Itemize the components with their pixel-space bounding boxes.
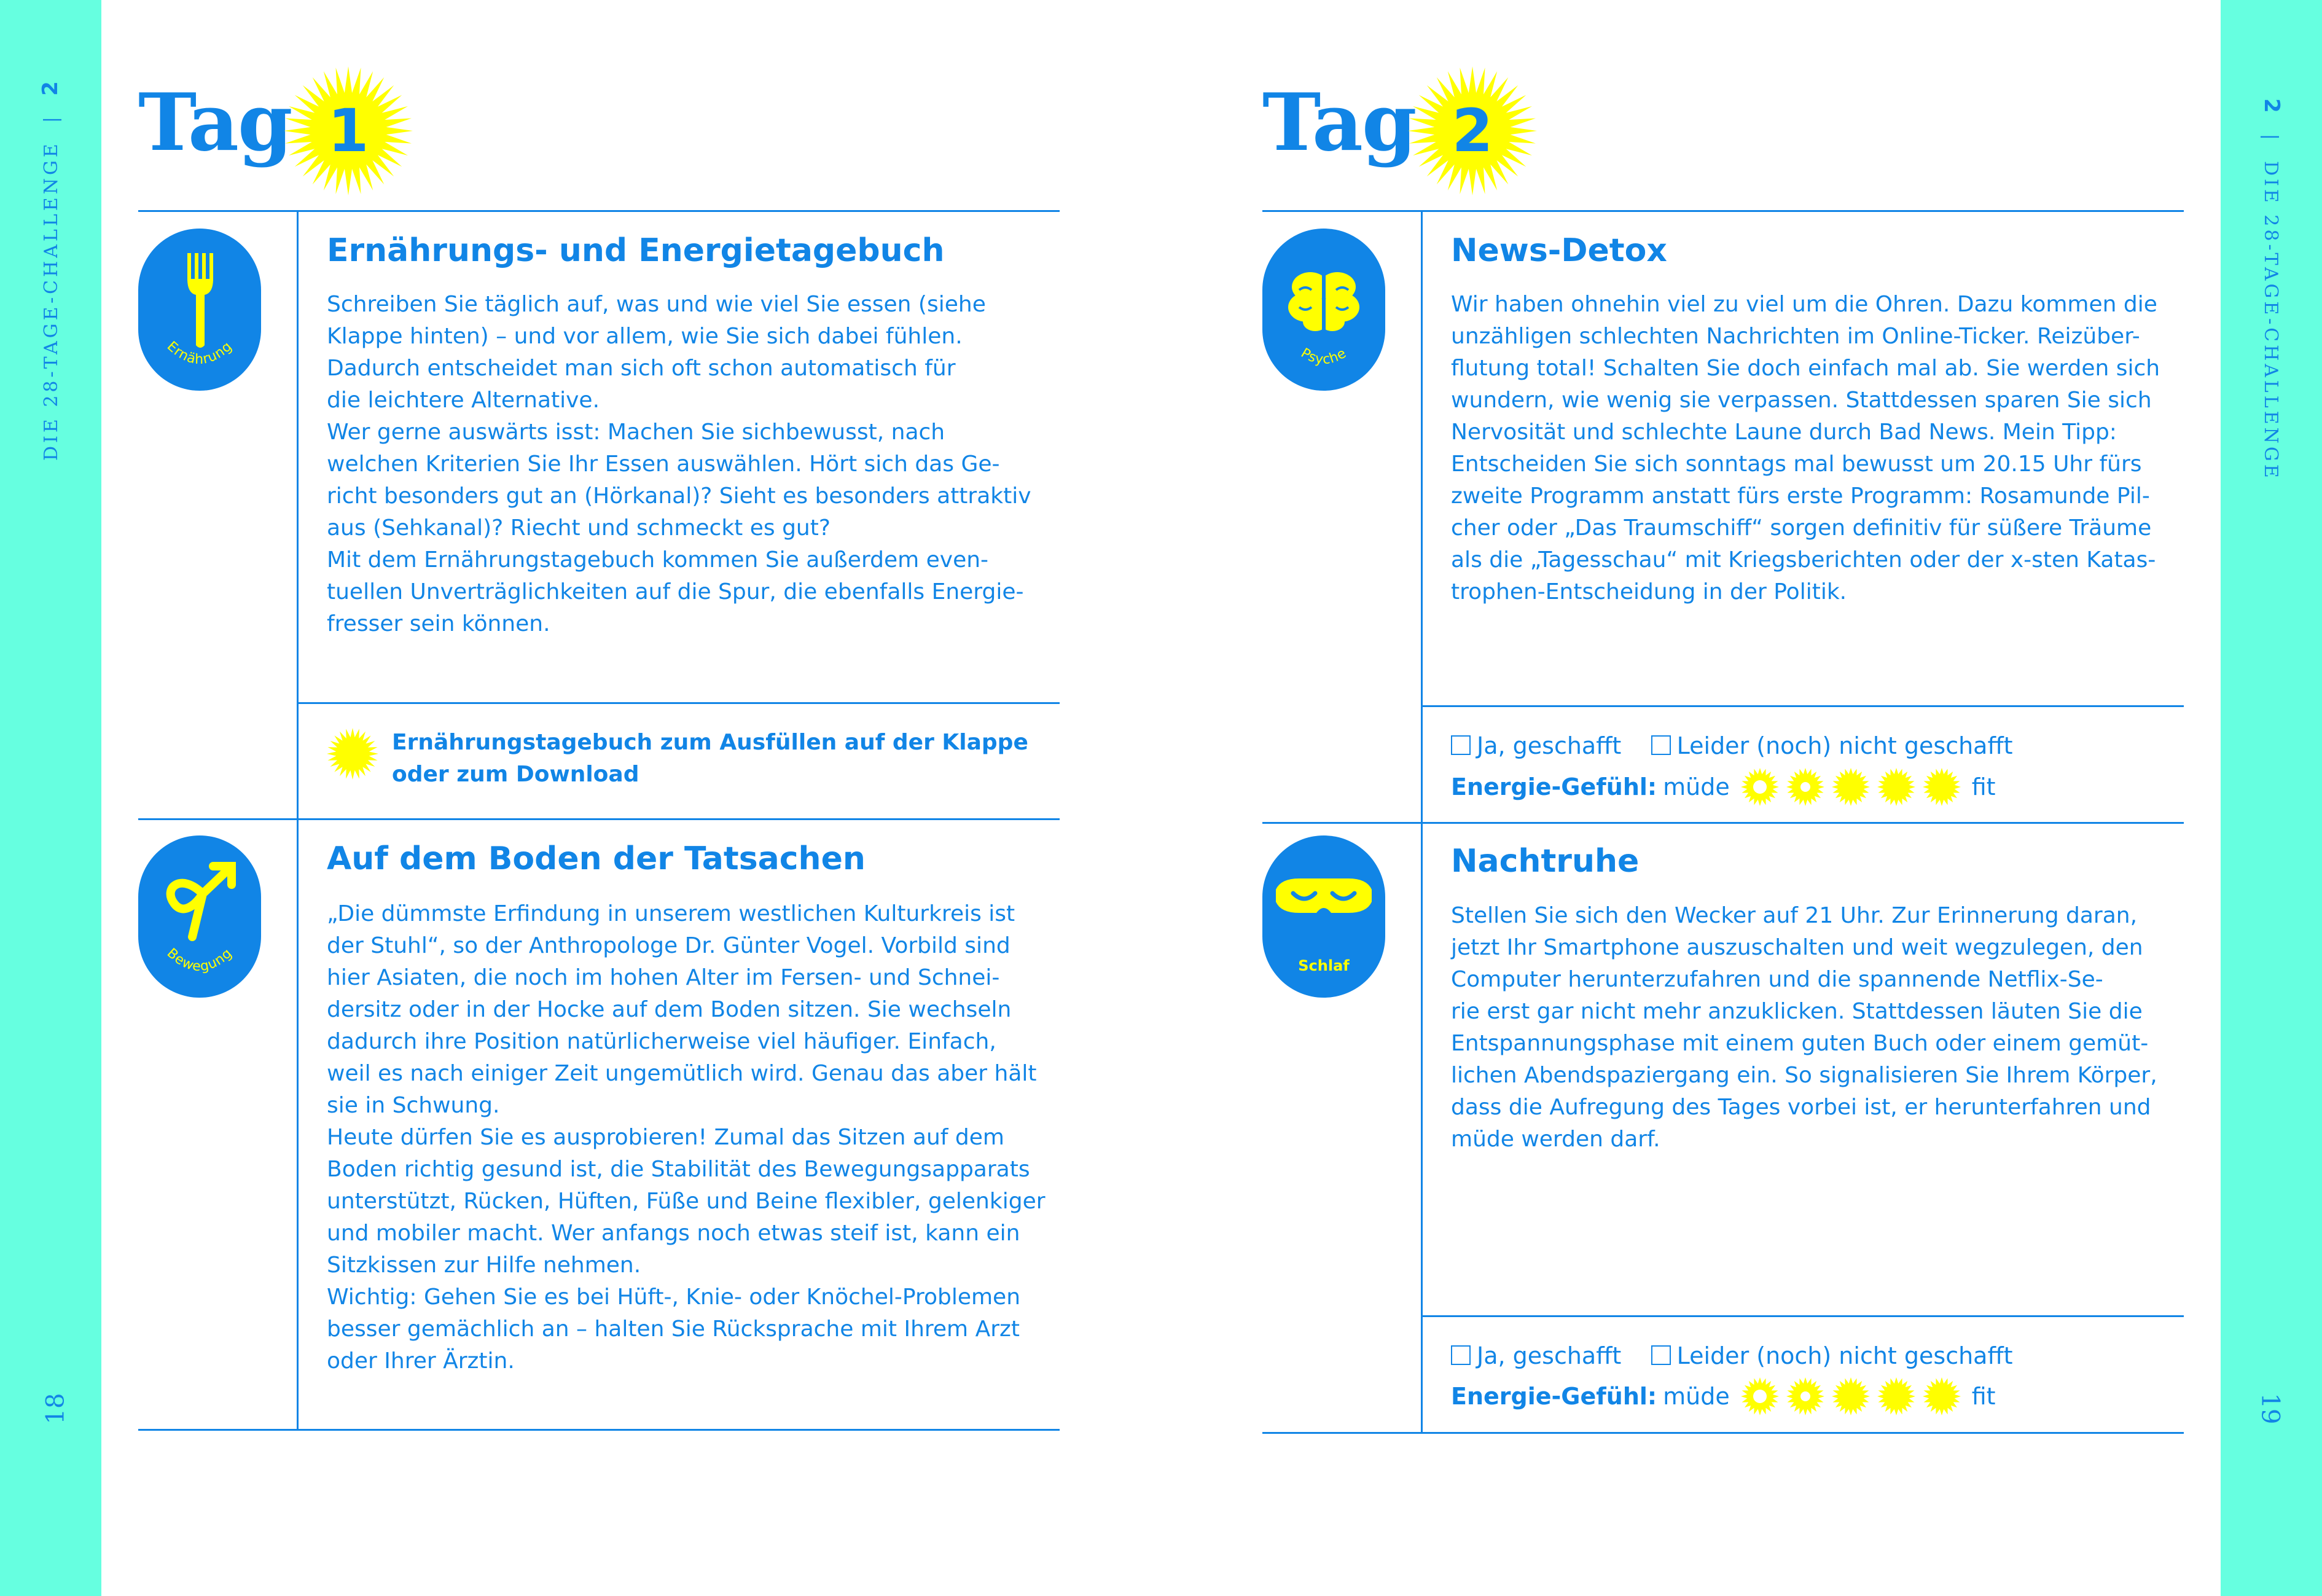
svg-text:Psyche <box>1298 345 1349 367</box>
svg-text:Bewegung <box>164 945 235 974</box>
male-symbol-icon <box>171 866 232 937</box>
category-badge-bewegung <box>138 835 261 998</box>
badge-label: Psyche <box>1298 345 1350 368</box>
section-title: Auf dem Boden der Tatsachen <box>327 840 866 877</box>
divider <box>1262 822 2184 824</box>
running-header-left: DIE 28-TAGE-CHALLENGE | 2 <box>38 78 63 461</box>
energy-high-label: fit <box>1971 1383 1996 1410</box>
badge-label: Schlaf <box>1298 957 1350 974</box>
completion-checks: Ja, geschafft Leider (noch) nicht geschafft <box>1451 1342 2013 1369</box>
energy-sun-5-icon[interactable] <box>1923 1377 1961 1415</box>
day2-heading: Tag <box>1262 77 1416 169</box>
divider <box>1262 1432 2184 1434</box>
fork-icon <box>187 253 213 348</box>
day1-heading: Tag <box>138 77 292 169</box>
checkbox-done[interactable] <box>1451 1345 1471 1365</box>
sun-bullet-icon <box>327 728 378 780</box>
energy-high-label: fit <box>1971 773 1996 800</box>
energy-sun-1-icon[interactable] <box>1741 768 1779 806</box>
divider <box>297 702 1060 704</box>
energy-sun-3-icon[interactable] <box>1832 1377 1870 1415</box>
running-header-right: 2 | DIE 28-TAGE-CHALLENGE <box>2259 98 2284 481</box>
energy-sun-3-icon[interactable] <box>1832 768 1870 806</box>
energy-low-label: müde <box>1663 1383 1730 1410</box>
day2-number: 2 <box>1452 96 1493 165</box>
section-title: News-Detox <box>1451 232 1667 269</box>
divider <box>138 210 1060 212</box>
section-body: Schreiben Sie täglich auf, was und wie viel Sie essen (siehe Klappe hinten) – und vor allem, wie Sie sich dabei fühlen. Dadurch entscheidet man sich oft schon automatisch für die leichtere Alternative. Wer gerne auswärts isst: Machen Sie sichbewusst, nach welchen Kriterien Sie Ihr Essen auswählen. Hört sich das Ge- richt besonders gut an (Hörkanal)? Sieht es besonders attraktiv aus (Sehkanal)? Riecht und schmeckt es gut? Mit dem Ernährungstagebuch kommen Sie außerdem even- tuellen Unverträglichkeiten auf die Spur, die ebenfalls Energie- fresser sein können. <box>327 292 1031 636</box>
download-note: Ernährungstagebuch zum Ausfüllen auf der Klappe oder zum Download <box>392 730 1028 787</box>
energy-low-label: müde <box>1663 773 1730 800</box>
brain-icon <box>1288 272 1359 334</box>
energy-label: Energie-Gefühl: <box>1451 1383 1657 1410</box>
category-badge-ernaehrung <box>138 229 261 391</box>
day1-number: 1 <box>327 96 369 165</box>
badge-label: Ernährung <box>163 338 236 368</box>
energy-sun-4-icon[interactable] <box>1877 1377 1915 1415</box>
checkbox-done[interactable] <box>1451 735 1471 755</box>
divider <box>138 1429 1060 1431</box>
category-badge-psyche <box>1262 229 1385 391</box>
divider <box>138 818 1060 820</box>
divider <box>1262 210 2184 212</box>
checkbox-not-done[interactable] <box>1651 1345 1671 1365</box>
page-number-right: 19 <box>2256 1393 2285 1425</box>
energy-sun-1-icon[interactable] <box>1741 1377 1779 1415</box>
energy-rating <box>1451 768 1996 806</box>
section-body: Stellen Sie sich den Wecker auf 21 Uhr. Zur Erinnerung daran, jetzt Ihr Smartphone auszuschalten und weit wegzulegen, den Computer herunterzufahren und die spannende Netflix-Se- rie erst gar nicht mehr anzuklicken. Stattdessen läuten Sie die Entspannungsphase mit einem guten Buch oder einem gemüt- lichen Abendspaziergang ein. So signalisieren Sie Ihrem Körper, dass die Aufregung des Tages vorbei ist, er herunterfahren und müde werden darf. <box>1451 903 2157 1152</box>
energy-sun-5-icon[interactable] <box>1923 768 1961 806</box>
badge-label: Bewegung <box>163 945 236 975</box>
energy-sun-2-icon[interactable] <box>1786 768 1824 806</box>
section-title: Nachtruhe <box>1451 843 1640 880</box>
energy-rating <box>1451 1377 1996 1415</box>
page-number-left: 18 <box>41 1393 70 1425</box>
column-divider <box>297 210 299 1431</box>
category-badge-schlaf <box>1262 835 1385 998</box>
completion-checks: Ja, geschafft Leider (noch) nicht geschafft <box>1451 732 2013 759</box>
section-title: Ernährungs- und Energietagebuch <box>327 232 945 269</box>
divider <box>1421 1315 2184 1317</box>
energy-sun-2-icon[interactable] <box>1786 1377 1824 1415</box>
section-body: „Die dümmste Erfindung in unserem westlichen Kulturkreis ist der Stuhl“, so der Anthropologe Dr. Günter Vogel. Vorbild sind hier Asiaten, die noch im hohen Alter im Fersen- und Schnei- dersitz oder in der Hocke auf dem Boden sitzen. Sie wechseln dadurch ihre Position natürlicherweise viel häufiger. Einfach, weil es nach einiger Zeit ungemütlich wird. Genau das aber hält sie in Schwung. Heute dürfen Sie es ausprobieren! Zumal das Sitzen auf dem Boden richtig gesund ist, die Stabilität des Bewegungsapparats unterstützt, Rücken, Hüften, Füße und Beine flexibler, gelenkiger und mobiler macht. Wer anfangs noch etwas steif ist, kann ein Sitzkissen zur Hilfe nehmen. Wichtig: Gehen Sie es bei Hüft-, Knie- oder Knöchel-Problemen besser gemächlich an – halten Sie Rücksprache mit Ihrem Arzt oder Ihrer Ärztin. <box>327 901 1046 1374</box>
sleep-mask-icon <box>1276 878 1372 913</box>
divider <box>1421 705 2184 707</box>
energy-sun-4-icon[interactable] <box>1877 768 1915 806</box>
checkbox-not-done[interactable] <box>1651 735 1671 755</box>
energy-label: Energie-Gefühl: <box>1451 773 1657 800</box>
section-body: Wir haben ohnehin viel zu viel um die Ohren. Dazu kommen die unzähligen schlechten Nachrichten im Online-Ticker. Reizüber- flutung total! Schalten Sie doch einfach mal ab. Sie werden sich wundern, wie wenig sie verpassen. Stattdessen sparen Sie sich Nervosität und schlechte Laune durch Bad News. Mein Tipp: Entscheiden Sie sich sonntags mal bewusst um 20.15 Uhr fürs zweite Programm anstatt fürs erste Programm: Rosamunde Pil- cher oder „Das Traumschiff“ sorgen definitiv für süßere Träume als die „Tagesschau“ mit Kriegsberichten oder der x-sten Katas- trophen-Entscheidung in der Politik. <box>1451 292 2160 604</box>
